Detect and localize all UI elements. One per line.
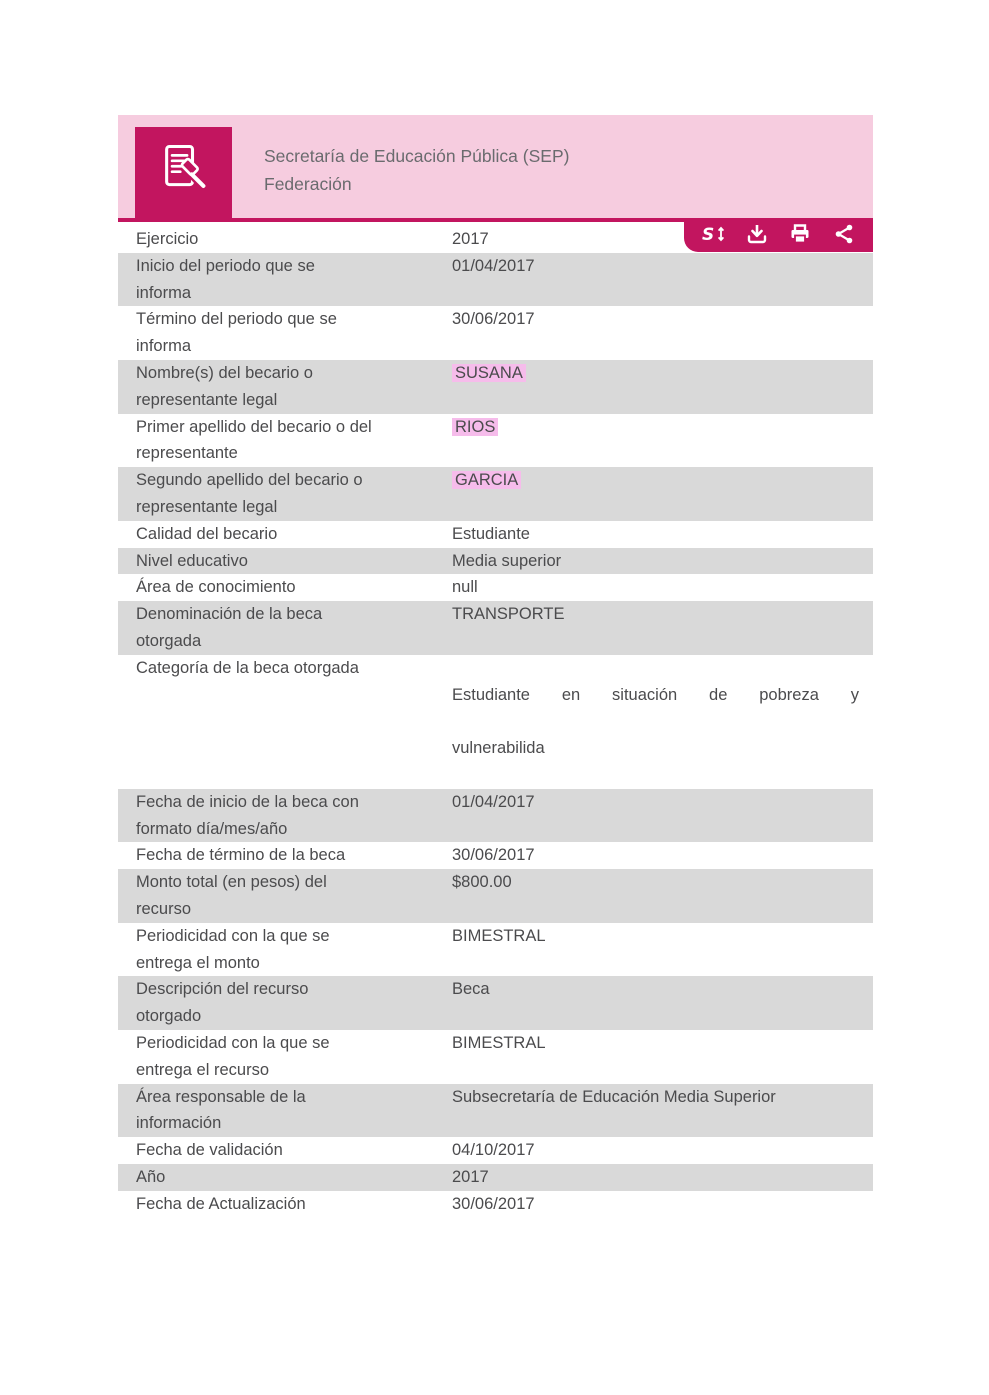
row-label: Periodicidad con la que se entrega el recurso: [136, 1033, 330, 1079]
versions-button[interactable]: [700, 223, 726, 247]
row-label: Fecha de validación: [136, 1141, 283, 1160]
row-label: Calidad del becario: [136, 524, 278, 543]
agency-title: [264, 142, 569, 198]
table-row: [118, 1191, 873, 1218]
table-row: [118, 574, 873, 601]
row-value-line: Estudiante en situación de pobreza y: [452, 685, 859, 704]
row-value: Subsecretaría de Educación Media Superior: [452, 1087, 776, 1106]
table-row: [118, 467, 873, 521]
row-label: Primer apellido del becario o del representante: [136, 417, 372, 463]
row-value-line: vulnerabilida: [452, 739, 545, 758]
record-toolbar: [684, 218, 873, 252]
table-row: [118, 1084, 873, 1138]
row-value: 30/06/2017: [452, 1194, 535, 1213]
row-value: 04/10/2017: [452, 1141, 535, 1160]
table-row: [118, 923, 873, 977]
row-label: Segundo apellido del becario o representante legal: [136, 471, 363, 516]
share-icon: [833, 223, 855, 248]
row-value: BIMESTRAL: [452, 926, 546, 945]
row-label: Fecha de término de la beca: [136, 846, 346, 865]
row-value: TRANSPORTE: [452, 605, 565, 624]
agency-header: [118, 115, 873, 218]
row-value: Media superior: [452, 551, 562, 570]
svg-text:S: S: [702, 224, 715, 244]
row-label: Descripción del recurso otorgado: [136, 980, 309, 1026]
table-row: [118, 601, 873, 655]
row-label: Categoría de la beca otorgada: [136, 658, 359, 677]
table-row: [118, 976, 873, 1030]
versions-icon: [700, 224, 726, 247]
row-value: 30/06/2017: [452, 310, 535, 329]
row-label: Área responsable de la información: [136, 1087, 306, 1133]
highlighted-value: RIOS: [452, 418, 498, 436]
row-label: Año: [136, 1167, 166, 1186]
table-row: [118, 548, 873, 575]
table-row: [118, 414, 873, 468]
row-value: 01/04/2017: [452, 256, 535, 275]
table-row: [118, 521, 873, 548]
table-row: [118, 869, 873, 923]
agency-level: Federación: [264, 174, 352, 194]
row-label: Monto total (en pesos) del recurso: [136, 873, 327, 918]
print-button[interactable]: [787, 223, 813, 247]
print-icon: [789, 223, 811, 248]
row-value: 2017: [452, 230, 489, 248]
document-gavel-icon: [151, 137, 217, 208]
table-row: [118, 1164, 873, 1191]
row-value: Estudiante: [452, 524, 530, 543]
table-row: [118, 360, 873, 414]
row-label: Nombre(s) del becario o representante legal: [136, 363, 313, 409]
row-label: Ejercicio: [136, 230, 199, 248]
row-value: BIMESTRAL: [452, 1033, 546, 1052]
agency-name: Secretaría de Educación Pública (SEP): [264, 146, 570, 166]
row-label: Inicio del periodo que se informa: [136, 256, 315, 302]
agency-logo: [135, 127, 232, 218]
row-value: [452, 467, 873, 521]
row-value: 2017: [452, 1167, 489, 1186]
table-row: [118, 842, 873, 869]
record-detail-page: [118, 115, 873, 1217]
table-row: [118, 1137, 873, 1164]
record-table: [118, 222, 873, 1217]
row-value: [452, 360, 873, 414]
row-value: [452, 414, 873, 468]
table-row: [118, 1030, 873, 1084]
row-label: Área de conocimiento: [136, 578, 296, 597]
row-value: Beca: [452, 980, 490, 999]
table-row: [118, 306, 873, 360]
row-value: 01/04/2017: [452, 792, 535, 811]
download-button[interactable]: [744, 223, 770, 247]
share-button[interactable]: [831, 223, 857, 247]
row-value: null: [452, 578, 478, 597]
row-label: Nivel educativo: [136, 551, 248, 570]
highlighted-value: SUSANA: [452, 364, 526, 382]
row-label: Periodicidad con la que se entrega el monto: [136, 926, 330, 972]
row-value: [452, 655, 873, 789]
row-value: 30/06/2017: [452, 846, 535, 865]
row-value: $800.00: [452, 873, 512, 892]
highlighted-value: GARCIA: [452, 471, 521, 489]
row-label: Término del periodo que se informa: [136, 310, 337, 356]
row-label: Fecha de inicio de la beca con formato día/mes/año: [136, 792, 359, 838]
table-row: [118, 253, 873, 307]
table-row: [118, 789, 873, 843]
row-label: Fecha de Actualización: [136, 1194, 306, 1213]
table-row: [118, 655, 873, 789]
download-icon: [746, 223, 768, 248]
row-label: Denominación de la beca otorgada: [136, 605, 323, 650]
